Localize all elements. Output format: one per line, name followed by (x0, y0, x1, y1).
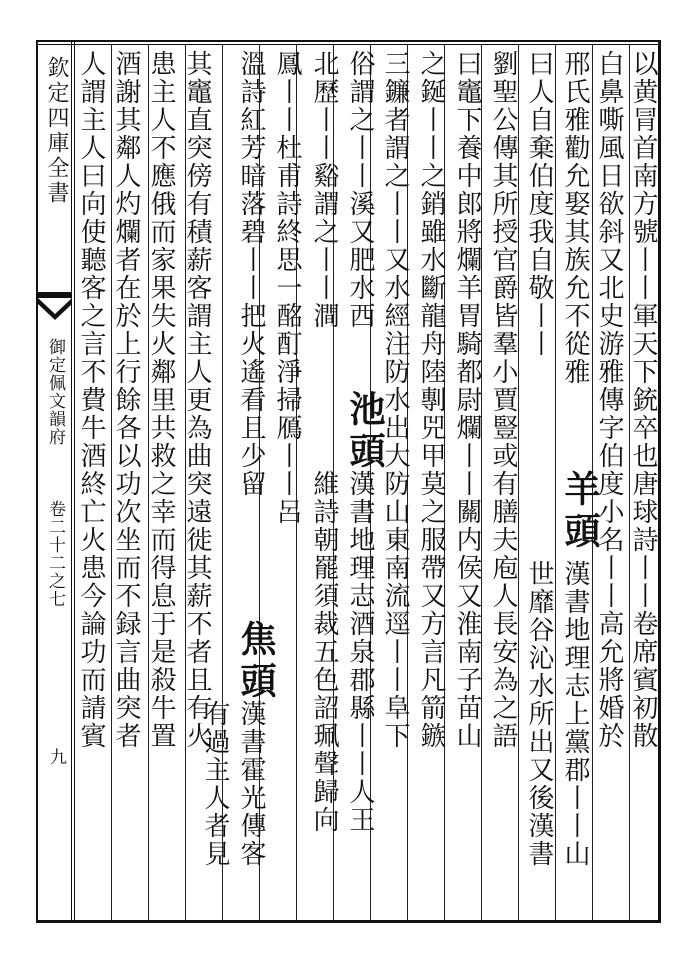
text-column-9b (345, 390, 385, 474)
text-column-14: 患主人不應俄而家果失火鄰里共救之幸而得息于是殺牛置 (146, 50, 176, 750)
text-column-12 (236, 50, 266, 498)
column-text: 世靡谷沁水所出又後漢書 (524, 560, 554, 868)
column-text: 有過主人者見 (200, 700, 230, 868)
text-column-10 (309, 50, 339, 330)
column-text: 邢氏雅勸允娶其族允不從雅 (560, 50, 590, 386)
spine-subtitle: 御定佩文韻府 (45, 338, 65, 446)
text-column-9c (345, 470, 375, 834)
text-column-3b (560, 470, 600, 554)
spine-juan: 卷二十二之七 (45, 500, 65, 608)
text-column-8: 三鐮者謂之丨丨又水經注防水出大防山東南流逕丨丨阜下 (380, 50, 410, 750)
column-text: 漢書地理志上黨郡丨丨山 (560, 560, 590, 868)
text-column-3 (560, 50, 590, 386)
text-column-11c (236, 700, 266, 868)
text-column-5: 劉聖公傳其所授官爵皆羣小賈豎或有膳夫庖人長安為之語 (488, 50, 518, 750)
column-text: 北歷丨丨谿謂之丨丨澗 (309, 50, 339, 330)
fish-tail-mark (38, 292, 72, 332)
text-column-11b (236, 620, 276, 704)
text-column-4 (524, 50, 554, 358)
spine-title: 欽定四庫全書 (44, 56, 69, 206)
text-column-9 (345, 50, 375, 330)
text-column-7: 之鋋丨丨之銷雖水斷龍舟陸剸兕甲莫之服帶又方言凡箭鏃 (416, 50, 446, 750)
text-column-3c (560, 560, 590, 868)
spine-divider-inner (74, 40, 75, 923)
entry-head-jiaotou: 焦頭 (235, 620, 277, 704)
text-column-2: 白鼻嘶風日欲斜又北史游雅傳字伯度小名丨丨高允將婚於 (594, 50, 624, 750)
text-column-16: 人謂主人曰向使聽客之言不費牛酒終亡火患今論功而請賓 (76, 50, 106, 750)
text-column-4b (524, 560, 554, 868)
text-column-1: 以黄冐首南方號丨丨軍天下銃卒也唐球詩丨丨卷席賓初散 (628, 50, 658, 750)
frame-top-border (36, 40, 661, 42)
entry-head-chitou: 池頭 (344, 390, 386, 474)
frame-left-border (36, 40, 38, 923)
text-column-13: 其竈直突傍有積薪客謂主人更為曲突遠徙其薪不者且有火 (182, 50, 212, 750)
text-column-11: 鳳丨丨杜甫詩終思一酩酊淨掃鴈丨丨呂 (272, 50, 302, 526)
column-text: 漢書地理志酒泉郡縣丨丨人王 (345, 470, 375, 834)
entry-head-yangtou: 羊頭 (559, 470, 601, 554)
column-rule (518, 45, 519, 920)
column-rule (555, 45, 556, 920)
column-text: 漢書霍光傳客 (236, 700, 266, 868)
text-column-10b (309, 470, 339, 834)
column-text: 曰人自棄伯度我自敬丨丨 (524, 50, 554, 358)
column-text: 維詩朝罷須裁五色詔珮聲歸向 (309, 470, 339, 834)
frame-right-border (658, 40, 661, 923)
column-text: 溫詩紅芳暗落碧丨丨把火遙看且少留 (236, 50, 266, 498)
page-number: 九 (46, 748, 66, 766)
text-column-6: 曰竈下養中郎將爛羊胃騎都尉爛丨丨關内侯又淮南子苗山 (452, 50, 482, 750)
column-text: 俗謂之丨丨溪又肥水西 (345, 50, 375, 330)
frame-bottom-border (36, 920, 661, 923)
frame-top-inner-border (36, 44, 661, 45)
text-column-15: 酒謝其鄰人灼爛者在於上行餘各以功次坐而不録言曲突者 (111, 50, 141, 750)
spine-divider (71, 40, 72, 923)
